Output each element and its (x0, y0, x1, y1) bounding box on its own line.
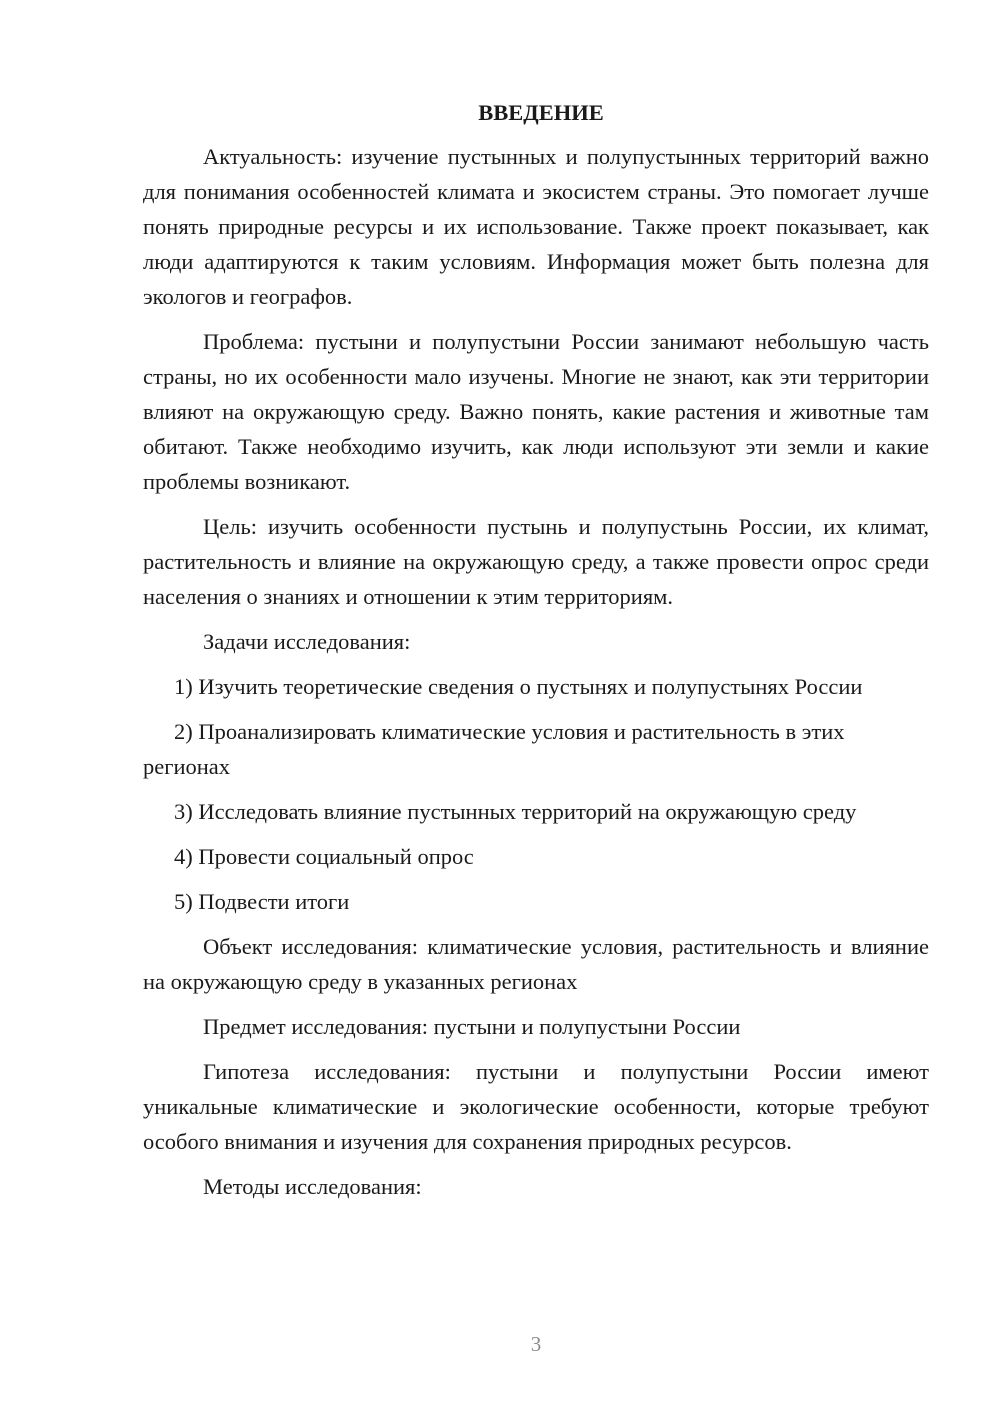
subject-paragraph: Предмет исследования: пустыни и полупустыни России (203, 1014, 741, 1039)
task-item-3: 3) Исследовать влияние пустынных территорий на окружающую среду (174, 799, 857, 824)
section-title: ВВЕДЕНИЕ (478, 100, 604, 125)
problem-paragraph: Проблема: пустыни и полупустыни России занимают небольшую часть страны, но их особенности мало изучены. Многие не знают, как эти территории влияют на окружающую среду. Важно понять, какие растения и животные там обитают. Также необходимо изучить, как люди используют эти земли и какие проблемы возникают. (143, 329, 929, 494)
page-content (143, 95, 929, 1214)
goal-paragraph: Цель: изучить особенности пустынь и полупустынь России, их климат, растительность и влияние на окружающую среду, а также провести опрос среди населения о знаниях и отношении к этим территориям. (143, 514, 929, 609)
task-item-4: 4) Провести социальный опрос (174, 844, 474, 869)
task-item-1: 1) Изучить теоретические сведения о пустынях и полупустынях России (174, 674, 863, 699)
task-item-5: 5) Подвести итоги (174, 889, 350, 914)
hypothesis-paragraph: Гипотеза исследования: пустыни и полупустыни России имеют уникальные климатические и экологические особенности, которые требуют особого внимания и изучения для сохранения природных ресурсов. (143, 1059, 929, 1154)
object-paragraph: Объект исследования: климатические условия, растительность и влияние на окружающую среду в указанных регионах (143, 934, 929, 994)
page-number: 3 (530, 1332, 542, 1356)
task-item-2: 2) Проанализировать климатические условия и растительность в этих регионах (143, 719, 845, 779)
methods-heading: Методы исследования: (203, 1174, 422, 1199)
relevance-paragraph: Актуальность: изучение пустынных и полупустынных территорий важно для понимания особенностей климата и экосистем страны. Это помогает лучше понять природные ресурсы и их использование. Также проект показывает, как люди адаптируются к таким условиям. Информация может быть полезна для экологов и географов. (143, 144, 929, 309)
tasks-heading: Задачи исследования: (203, 629, 411, 654)
